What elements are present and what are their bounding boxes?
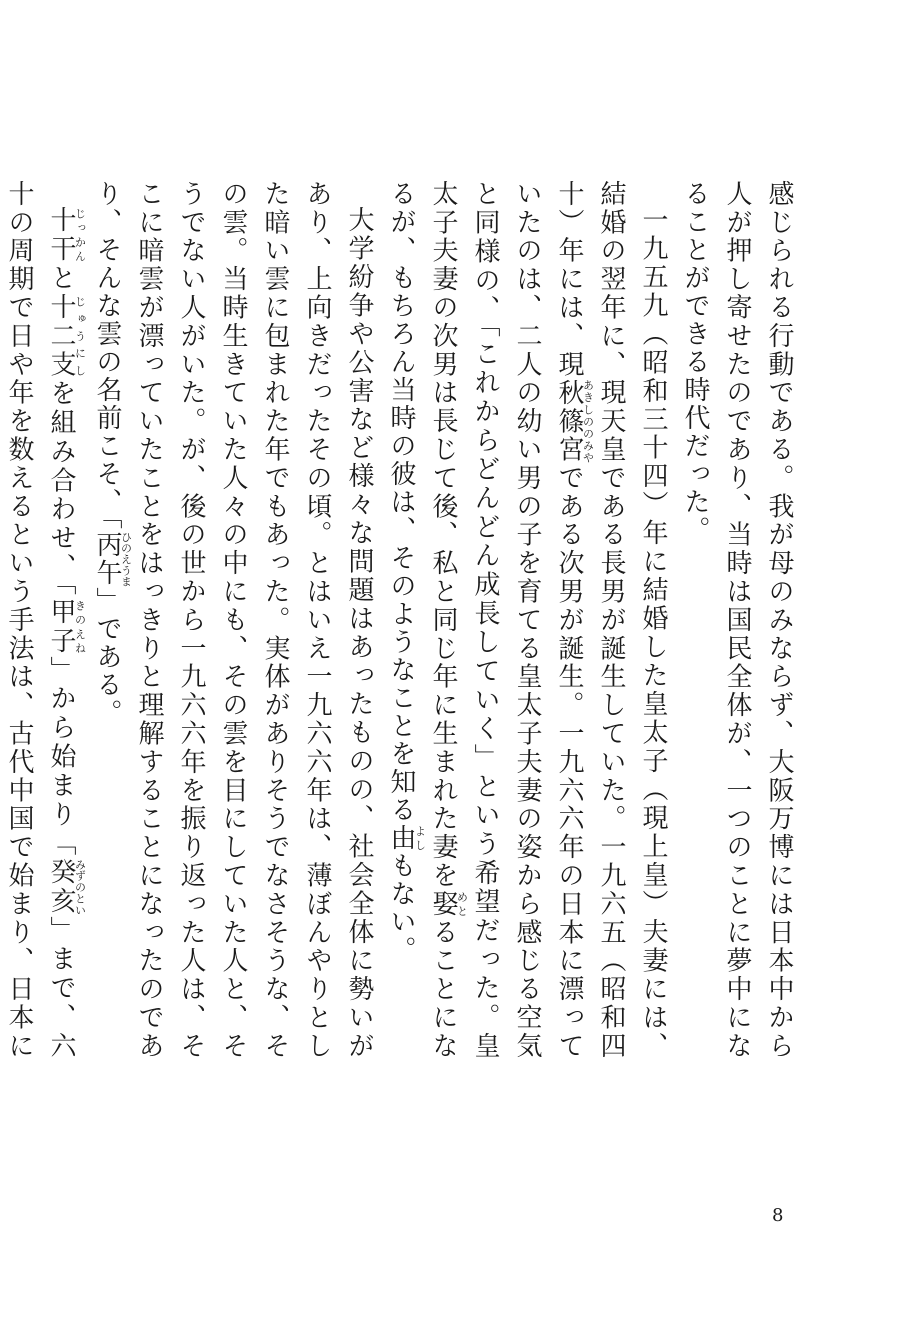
ruby-base: 甲子 (46, 598, 76, 656)
ruby-word (92, 531, 133, 587)
ruby-reading: ひのえうま (119, 531, 133, 587)
ruby-base: 十干 (46, 206, 76, 264)
ruby-reading: じゅうにし (73, 292, 87, 379)
ruby-reading: よし (413, 824, 427, 852)
ruby-reading: じっかん (73, 206, 87, 263)
ruby-word (46, 292, 87, 380)
ruby-base: 由 (386, 824, 416, 852)
text-run: 」から始まり「 (46, 655, 76, 859)
ruby-base: 丙午 (92, 531, 122, 587)
text-run: 感じられる行動である。我が母のみならず、大阪万博には日本中から人が押し寄せたのであり、当時は国民全体が、一つのことに夢中になることができる時代だった。 (680, 180, 794, 1060)
text-run: と (46, 263, 76, 293)
ruby-base: 秋篠宮 (554, 378, 584, 465)
page-number: 8 (772, 1205, 784, 1226)
ruby-reading: めと (455, 890, 469, 919)
text-run: である次男が誕生。一九六六年の日本に漂っていたのは、二人の幼い男の子を育てる皇太子夫妻の姿から感じる空気と同様の、「これからどんどん成長していく」という希望だった。皇太子夫妻の次男は長じて後、私と同じ年に生まれた妻を (428, 180, 584, 1061)
vertical-text-body (4, 180, 800, 1061)
paragraph (0, 180, 86, 1060)
ruby-base: 娶 (428, 890, 458, 919)
text-run: 一九五九（昭和三十四）年に結婚した皇太子（現上皇）夫妻には、結婚の翌年に、現天皇である長男が誕生していた。一九六五（昭和四十）年には、現 (554, 180, 668, 1060)
ruby-reading: みずのとい (73, 858, 87, 916)
paragraph (86, 180, 380, 1060)
ruby-reading: きのえね (73, 598, 87, 655)
paragraph (674, 180, 800, 1060)
ruby-reading: あきしののみや (581, 378, 595, 464)
ruby-word (46, 206, 87, 264)
text-run: を組み合わせ、「 (46, 379, 76, 599)
ruby-word (386, 824, 427, 852)
ruby-word (554, 378, 595, 465)
ruby-base: 十二支 (46, 292, 76, 380)
text-run: 」である。 (92, 587, 122, 727)
text-run: 大学紛争や公害など様々な問題はあったものの、社会全体に勢いがあり、上向きだったその頃。とはいえ一九六六年は、薄ぼんやりとした暗い雲に包まれた年でもあった。実体がありそうでなさそうな、その雲。当時生きていた人々の中にも、その雲を目にしていた人と、そうでない人がいた。が、後の世から一九六六年を振り返った人は、そこに暗雲が漂っていたことをはっきりと理解することになったのであり、そんな雲の名前こそ、「 (92, 180, 374, 1061)
text-run: 」まで、六十の周期で日や年を数えるという手法は、古代中国で始まり、日本に (4, 180, 76, 1061)
text-run: もない。 (386, 852, 416, 964)
ruby-word (46, 858, 87, 917)
ruby-word (46, 598, 87, 656)
text-run: ることになるが、もちろん当時の彼は、そのようなことを知る (386, 180, 458, 1061)
paragraph (380, 180, 674, 1060)
ruby-word (428, 890, 469, 919)
ruby-base: 癸亥 (46, 858, 76, 917)
